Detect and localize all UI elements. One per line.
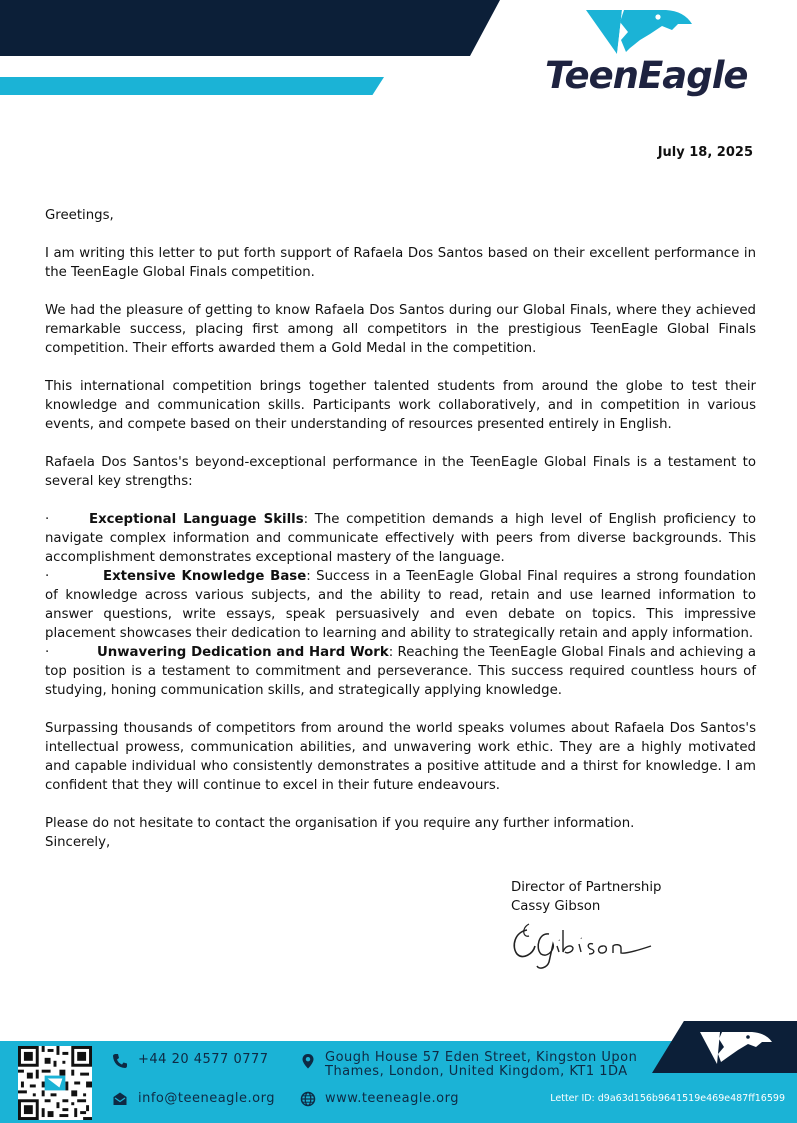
paragraph-6: Please do not hesitate to contact the organisation if you require any further information. — [45, 816, 635, 831]
qr-code-icon — [18, 1046, 92, 1120]
eagle-logo-icon — [700, 1030, 776, 1066]
location-pin-icon — [300, 1053, 316, 1069]
eagle-logo-icon — [586, 8, 694, 56]
paragraph-1: I am writing this letter to put forth support of Rafaela Dos Santos based on their excellent performance in the TeenEagle Global Finals competition. — [45, 246, 756, 280]
footer-phone: +44 20 4577 0777 — [138, 1052, 269, 1067]
paragraph-5: Surpassing thousands of competitors from around the world speaks volumes about Rafaela Dos Santos's intellectual prowess, communication abilities, and unwavering work ethic. They are a highly motivated and capable individual who consistently demonstrates a positive attitude and a thirst for knowledge. I am confident that they will continue to excel in their future endeavours. — [45, 721, 756, 793]
letter-date: July 18, 2025 — [657, 145, 753, 160]
signer-title: Director of Partnership — [511, 880, 662, 895]
bullet-title: Extensive Knowledge Base — [103, 569, 307, 584]
bullet-language-skills — [45, 510, 756, 567]
bullet-marker: · — [45, 569, 50, 584]
bullet-text: : Reaching the TeenEagle Global Finals and achieving a top position is a testament to commitment and perseverance. This success required countless hours of studying, honing communication skills, and strategically applying knowledge. — [45, 645, 757, 698]
paragraph-3: This international competition brings together talented students from around the globe to test their knowledge and communication skills. Participants work collaboratively, and in competition in various events, and compete based on their understanding of resources presented entirely in English. — [45, 379, 756, 432]
signer-name: Cassy Gibson — [511, 899, 601, 914]
footer-address-line-2: Thames, London, United Kingdom, KT1 1DA — [325, 1064, 628, 1079]
bullet-marker: · — [45, 645, 50, 660]
paragraph-2: We had the pleasure of getting to know Rafaela Dos Santos during our Global Finals, where they achieved remarkable success, placing first among all competitors in the prestigious TeenEagle Global Finals competition. Their efforts awarded them a Gold Medal in the competition. — [45, 303, 756, 356]
bullet-title: Unwavering Dedication and Hard Work — [97, 645, 389, 660]
header-dark-band — [0, 0, 500, 56]
letter-body — [45, 206, 756, 852]
greeting: Greetings, — [45, 208, 114, 223]
bullet-text: : Success in a TeenEagle Global Final requires a strong foundation of knowledge across various subjects, and the ability to read, retain and use learned information to answer questions, write essays, speak persuasively and even debate on topics. This impressive placement showcases their dedication to learning and ability to strategically retain and apply information. — [45, 569, 756, 641]
letter-id: Letter ID: d9a63d156b9641519e469e487ff16599 — [550, 1093, 785, 1104]
phone-icon — [112, 1053, 128, 1069]
header-accent-stripe — [0, 77, 384, 95]
closing: Sincerely, — [45, 835, 111, 850]
bullet-knowledge-base — [45, 567, 756, 643]
bullet-dedication — [45, 643, 756, 700]
bullet-title: Exceptional Language Skills — [89, 512, 304, 527]
bullet-text: : The competition demands a high level of English proficiency to navigate complex information and communicate effectively with peers from diverse backgrounds. This accomplishment demonstrates exceptional mastery of the language. — [45, 512, 756, 565]
globe-icon — [300, 1091, 316, 1107]
signature-block — [511, 878, 662, 916]
footer-email[interactable]: info@teeneagle.org — [138, 1091, 275, 1106]
footer-address — [325, 1051, 637, 1079]
bullet-marker: · — [45, 512, 50, 527]
mail-icon — [112, 1091, 128, 1107]
footer-website[interactable]: www.teeneagle.org — [325, 1091, 459, 1106]
brand-wordmark: TeenEagle — [545, 54, 748, 97]
paragraph-4: Rafaela Dos Santos's beyond-exceptional performance in the TeenEagle Global Finals is a testament to several key strengths: — [45, 455, 756, 489]
footer-address-line-1: Gough House 57 Eden Street, Kingston Upon — [325, 1050, 638, 1065]
handwritten-signature — [509, 920, 659, 972]
